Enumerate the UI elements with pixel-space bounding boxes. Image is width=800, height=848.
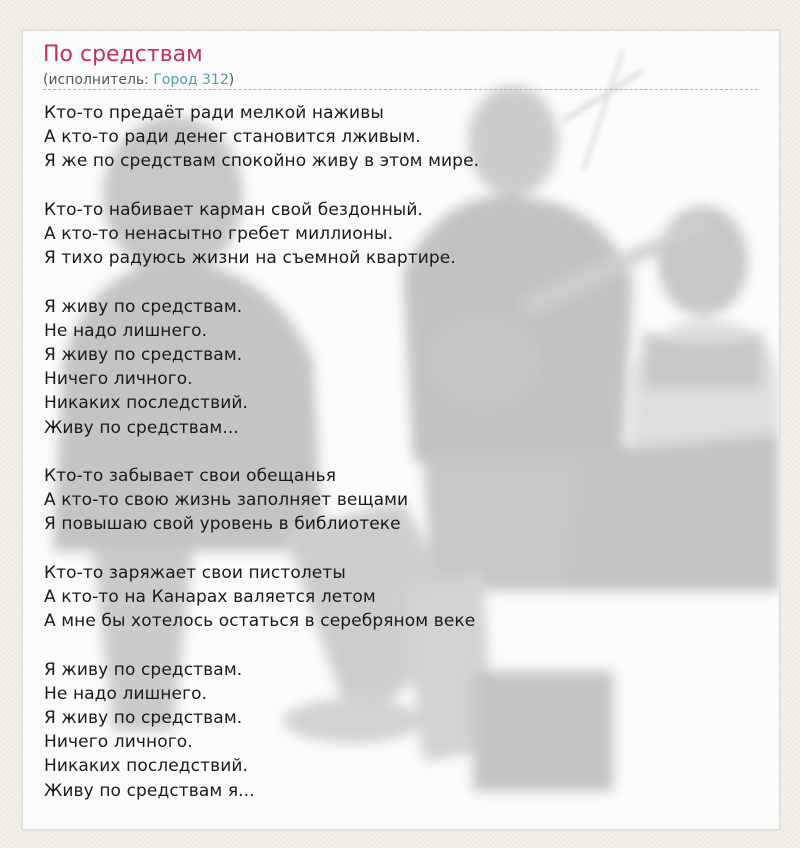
stanza xyxy=(44,101,479,174)
lyric-line: Живу по средствам... xyxy=(44,417,239,438)
lyric-line: Никаких последствий. xyxy=(44,756,249,777)
lyric-line: Я же по средствам спокойно живу в этом мире. xyxy=(44,151,480,172)
lyric-line: Живу по средствам я... xyxy=(44,780,255,801)
artist-link[interactable]: Город 312 xyxy=(153,72,229,88)
lyric-line: Ничего личного. xyxy=(44,732,193,753)
lyric-line: А кто-то свою жизнь заполняет вещами xyxy=(44,490,409,511)
stanza xyxy=(44,464,479,537)
song-title: По средствам xyxy=(43,42,203,67)
stanza xyxy=(44,658,479,803)
lyric-line: Я живу по средствам. xyxy=(44,296,243,317)
lyric-line: Кто-то забывает свои обещанья xyxy=(44,466,337,486)
artist-suffix: ) xyxy=(228,72,235,88)
lyric-line: Я повышаю свой уровень в библиотеке xyxy=(44,514,401,535)
lyric-line: Кто-то предаёт ради мелкой наживы xyxy=(44,103,384,123)
lyrics-card xyxy=(22,30,780,830)
lyric-line: Я живу по средствам. xyxy=(44,659,243,680)
lyric-line: Кто-то набивает карман свой бездонный. xyxy=(44,199,423,220)
lyric-line: Не надо лишнего. xyxy=(44,683,208,704)
lyric-line: А кто-то ради денег становится лживым. xyxy=(44,127,421,148)
lyric-line: А мне бы хотелось остаться в серебряном веке xyxy=(44,611,476,632)
stanza xyxy=(44,295,479,440)
lyric-line: Никаких последствий. xyxy=(44,393,249,414)
artist-prefix: (исполнитель: xyxy=(43,72,154,88)
stanza xyxy=(44,561,479,634)
lyrics-text xyxy=(44,101,479,803)
lyric-line: Я тихо радуюсь жизни на съемной квартире. xyxy=(44,248,456,269)
lyric-line: Ничего личного. xyxy=(44,369,193,390)
lyric-line: Я живу по средствам. xyxy=(44,345,243,365)
lyric-line: А кто-то на Канарах валяется летом xyxy=(44,587,376,607)
dashed-divider xyxy=(43,89,758,90)
lyric-line: Кто-то заряжает свои пистолеты xyxy=(44,562,346,583)
artist-line xyxy=(43,71,234,89)
lyric-line: Не надо лишнего. xyxy=(44,320,208,341)
lyric-line: Я живу по средствам. xyxy=(44,708,243,728)
stanza xyxy=(44,198,479,271)
lyric-line: А кто-то ненасытно гребет миллионы. xyxy=(44,224,394,244)
